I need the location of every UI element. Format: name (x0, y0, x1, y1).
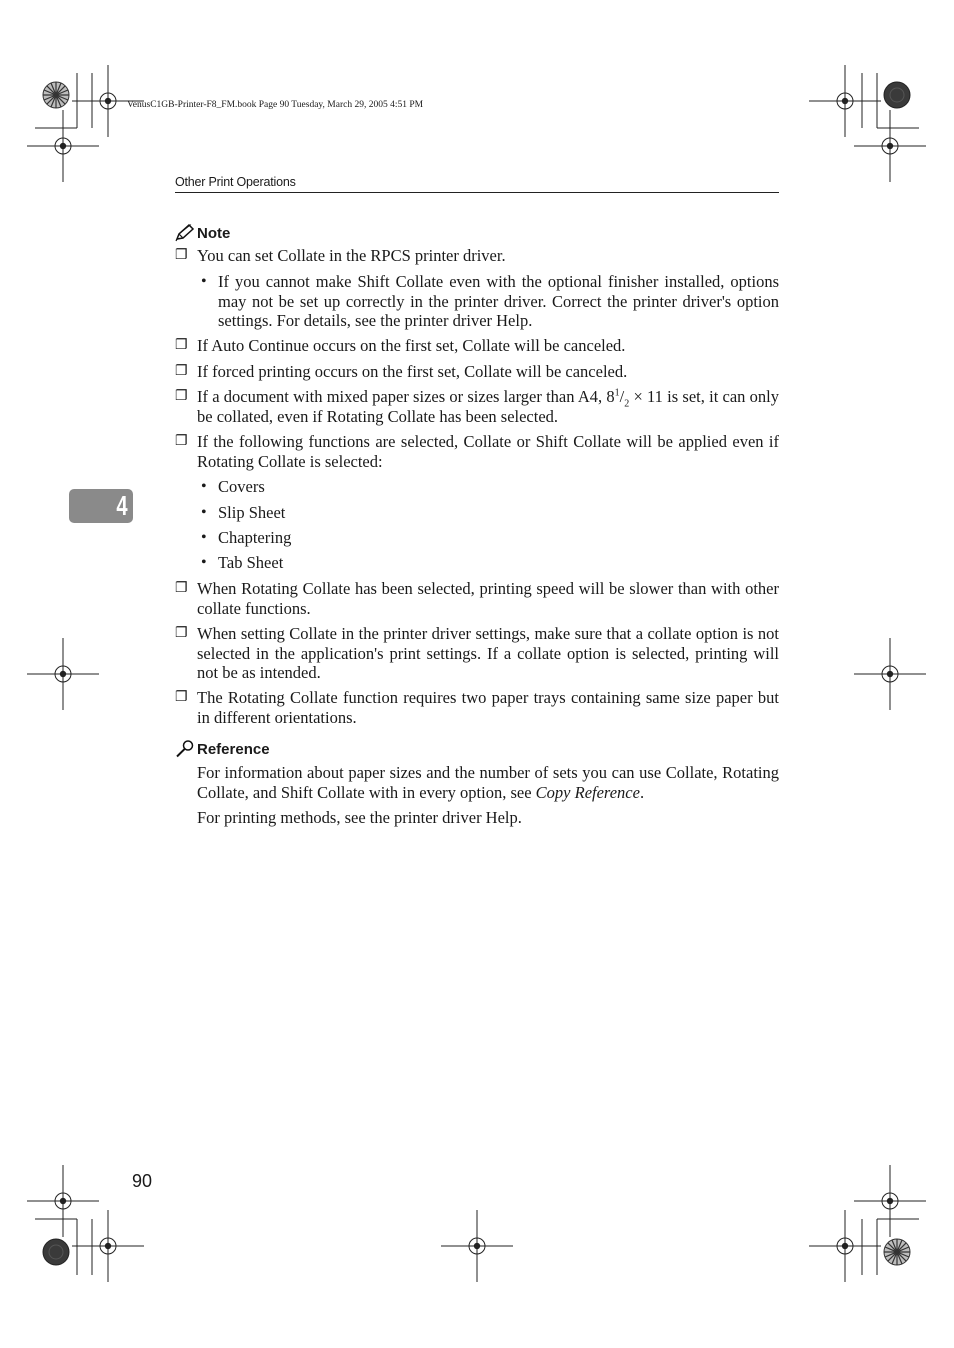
checkbox-bullet: ❐ (175, 389, 188, 404)
reference-paragraph (197, 763, 779, 802)
function-list-item: Tab Sheet (218, 553, 284, 572)
note-heading (175, 224, 230, 242)
chapter-tab (69, 489, 133, 523)
note-heading-label: Note (197, 224, 231, 242)
checkbox-bullet: ❐ (175, 581, 188, 596)
checkbox-bullet: ❐ (175, 690, 188, 705)
chapter-number: 4 (116, 490, 128, 521)
pencil-note-icon (175, 224, 195, 242)
note-item: If the following functions are selected, Collate or Shift Collate will be applied even if Rotating Collate is selected: (197, 432, 779, 471)
bullet-dot: • (201, 273, 207, 290)
reference-text: For information about paper sizes and the number of sets you can use Collate, Rotating Collate, and Shift Collate with in every option, see (197, 763, 779, 802)
fraction-slash: / (619, 387, 625, 406)
page-number: 90 (132, 1171, 153, 1191)
note-item: If forced printing occurs on the first set, Collate will be canceled. (197, 362, 628, 381)
checkbox-bullet: ❐ (175, 248, 188, 263)
function-list-item: Covers (218, 477, 265, 496)
checkbox-bullet: ❐ (175, 364, 188, 379)
reference-text-end: . (639, 782, 645, 802)
magnifier-reference-icon (175, 740, 195, 758)
bullet-dot: • (201, 529, 207, 546)
header-rule (175, 192, 779, 193)
fraction-denominator: 2 (624, 398, 630, 410)
bullet-dot: • (201, 478, 207, 495)
bullet-dot: • (201, 554, 207, 571)
note-item: You can set Collate in the RPCS printer driver. (197, 246, 506, 265)
note-sub-item: If you cannot make Shift Collate even with the optional finisher installed, options may not be set up correctly in the printer driver. Correct the printer driver's option settings. For details, see the printer driver Help. (218, 272, 779, 331)
book-file-header: VenusC1GB-Printer-F8_FM.book Page 90 Tuesday, March 29, 2005 4:51 PM (127, 100, 424, 110)
function-list-item: Slip Sheet (218, 503, 286, 522)
checkbox-bullet: ❐ (175, 338, 188, 353)
reference-heading (175, 740, 270, 758)
running-header: Other Print Operations (175, 175, 296, 189)
note-item-paper-size (197, 387, 779, 426)
fraction-numerator: 1 (614, 387, 620, 399)
note-item: When setting Collate in the printer driver settings, make sure that a collate option is not selected in the application's print settings. If a collate option is selected, printing will not be as intended. (197, 624, 779, 683)
note-item: The Rotating Collate function requires two paper trays containing same size paper but in different orientations. (197, 688, 779, 727)
reference-paragraph-printing: For printing methods, see the printer driver Help. (197, 808, 522, 827)
checkbox-bullet: ❐ (175, 434, 188, 449)
reference-heading-label: Reference (197, 740, 270, 758)
copy-reference-title: Copy Reference (535, 782, 640, 802)
note-item: If Auto Continue occurs on the first set, Collate will be canceled. (197, 336, 626, 355)
function-list-item: Chaptering (218, 528, 292, 547)
paper-size-text-after: × 11 is set, it can only be collated, even if Rotating Collate has been selected. (197, 387, 779, 426)
checkbox-bullet: ❐ (175, 626, 188, 641)
paper-size-text-before: If a document with mixed paper sizes or sizes larger than A4, 8 (197, 387, 615, 406)
note-item: When Rotating Collate has been selected, printing speed will be slower than with other collate functions. (197, 579, 779, 618)
bullet-dot: • (201, 504, 207, 521)
